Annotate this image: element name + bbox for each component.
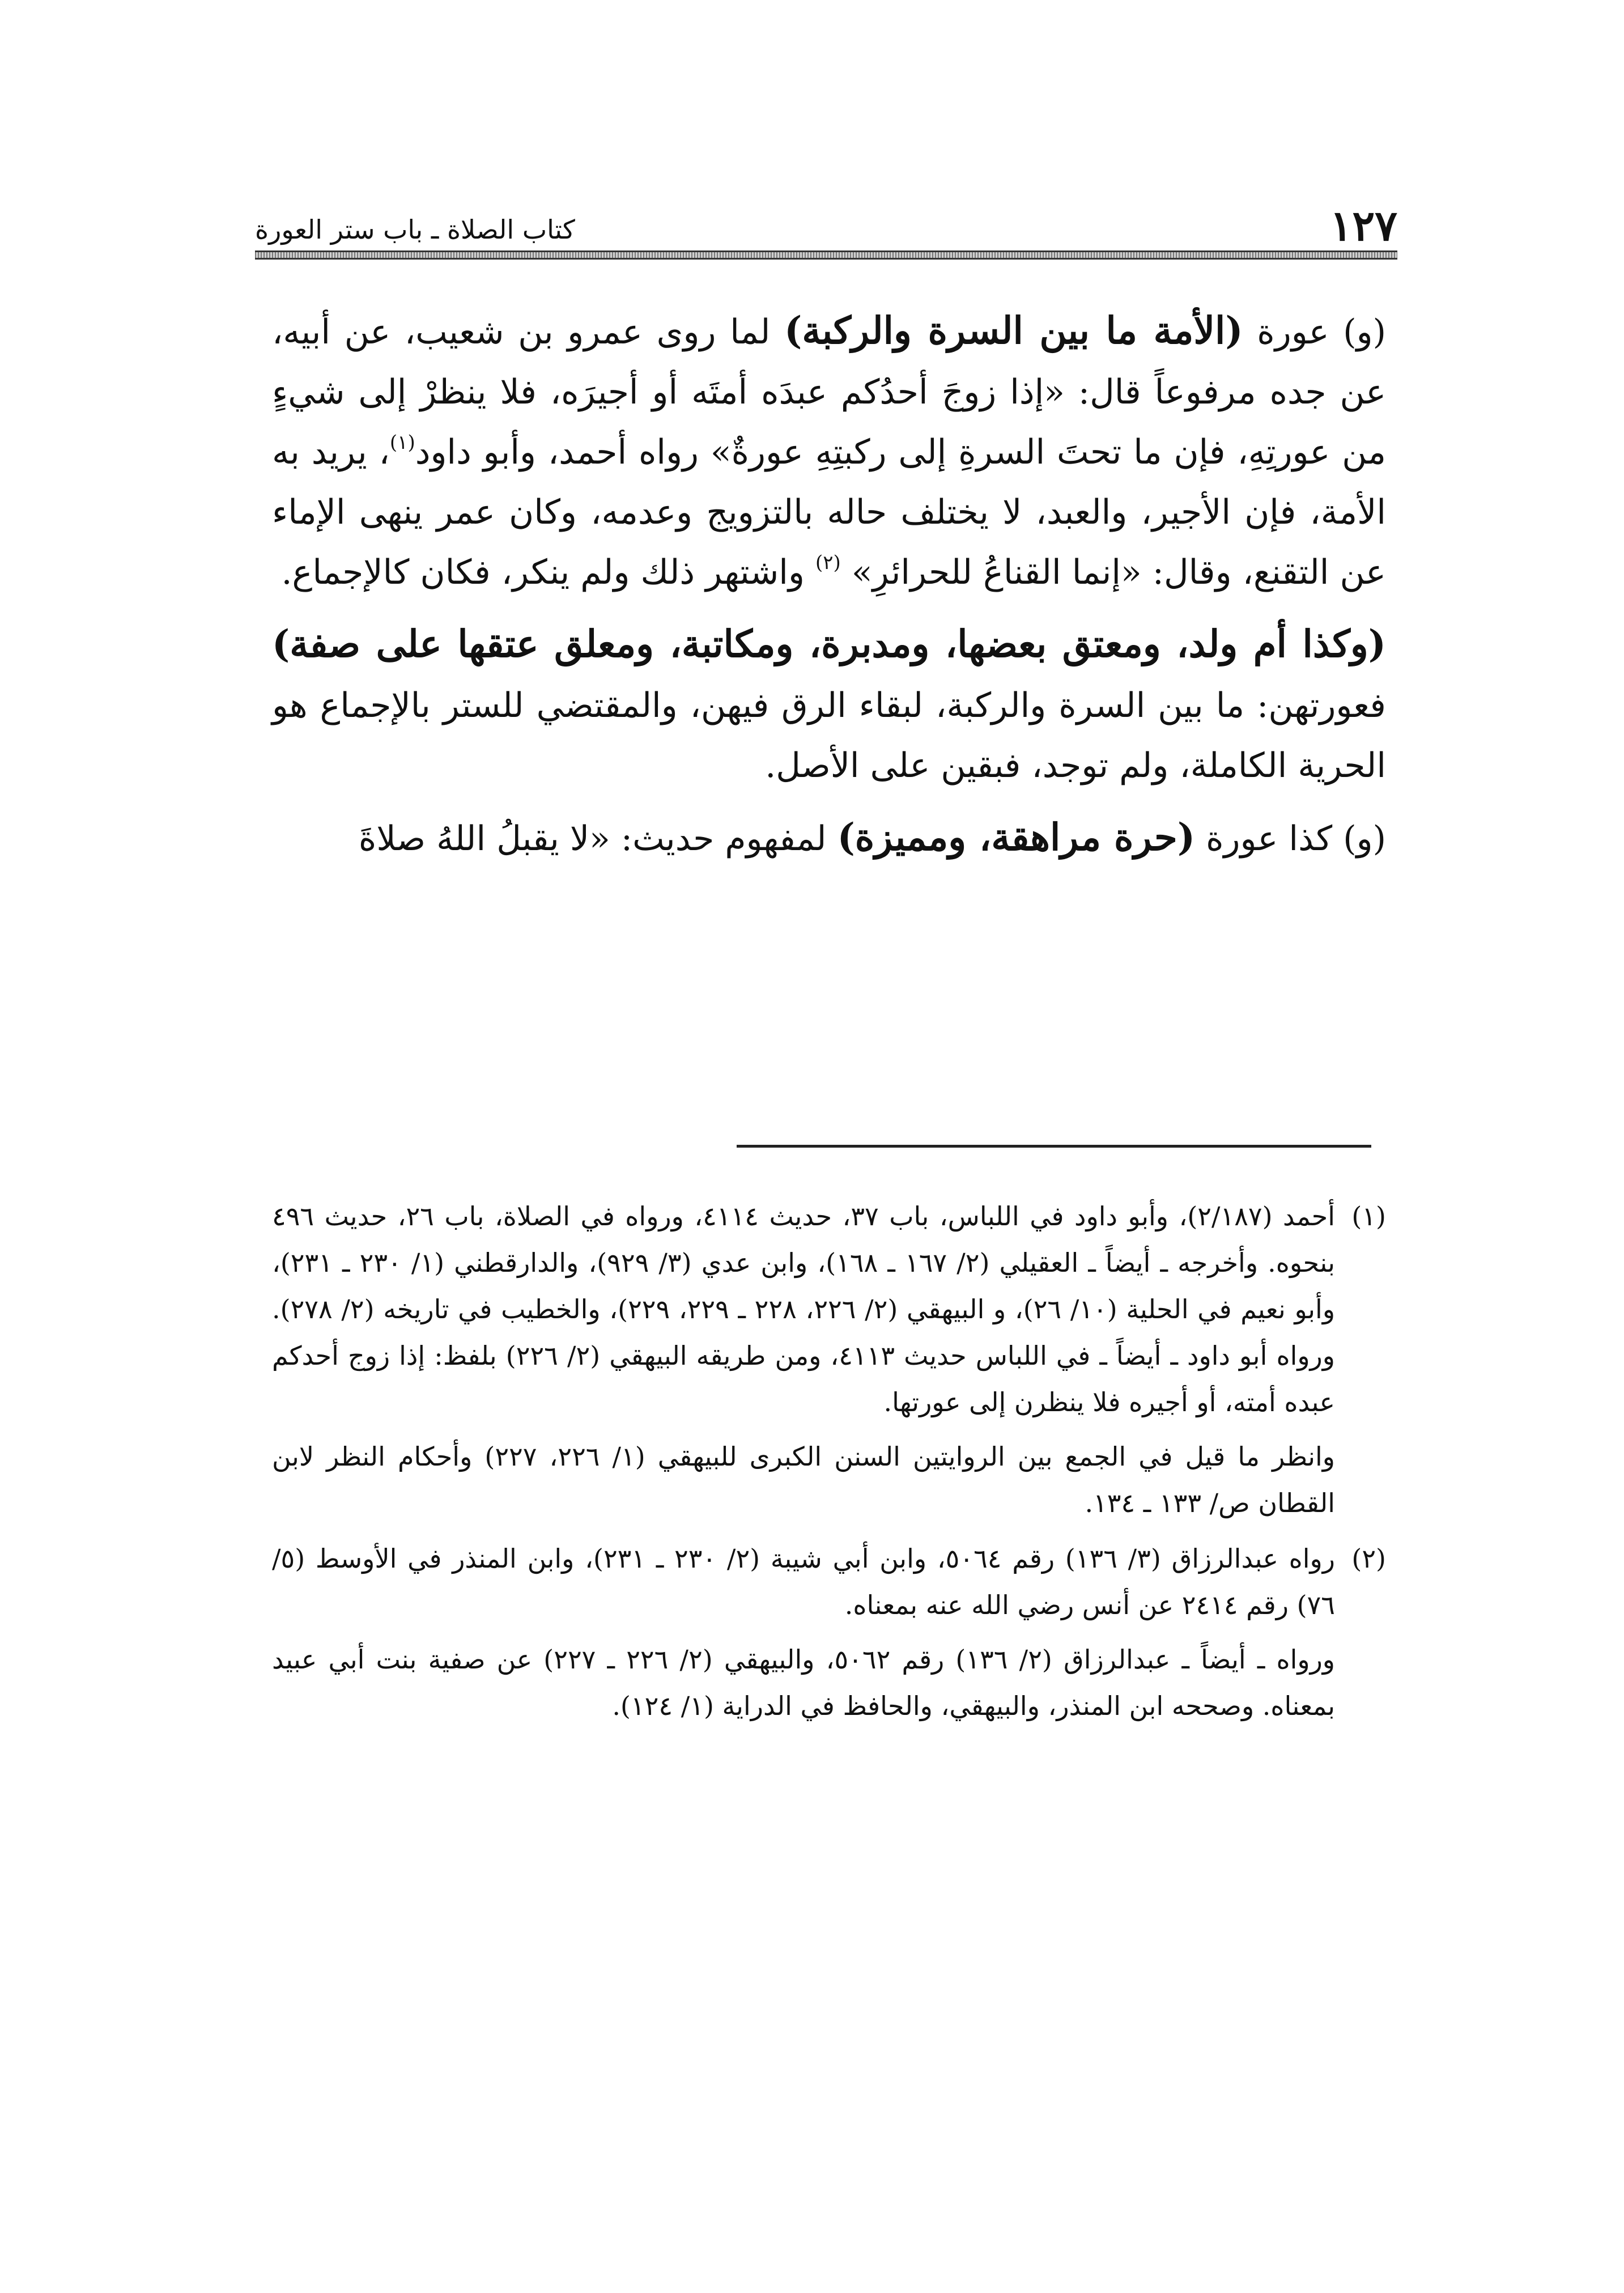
footnote-paragraph: أحمد (٢/١٨٧)، وأبو داود في اللباس، باب ٣٧، حديث ٤١١٤، ورواه في الصلاة، باب ٢٦، حديث ٤٩٦ بنحوه. وأخرجه ـ أيضاً ـ العقيلي (٢/ ١٦٧ ـ ١٦٨)، وابن عدي (٣/ ٩٢٩)، والدارقطني (١/ ٢٣٠ ـ ٢٣١)، وأبو نعيم في الحلية (١٠/ ٢٦)، و البيهقي (٢/ ٢٢٦، ٢٢٨ ـ ٢٢٩، ٢٢٩)، والخطيب في تاريخه (٢/ ٢٧٨). ورواه أبو داود ـ أيضاً ـ في اللباس حديث ٤١١٣، ومن طريقه البيهقي (٢/ ٢٢٦) بلفظ: إذا زوج أحدكم عبده أمته، أو أجيره فلا ينظرن إلى عورتها. [272, 1201, 1336, 1417]
text-run: ، يريد به الأمة، فإن الأجير، والعبد، لا يختلف حاله بالتزويج وعدمه، وكان عمر ينهى الإماء عن التقنع، وقال: «إنما القناعُ للحرائرِ» [272, 432, 1386, 592]
footnote-ref-1: (١) [389, 431, 415, 454]
text-run: واشتهر ذلك ولم ينكر، فكان كالإجماع. [281, 553, 816, 592]
paragraph-umm-walad [272, 614, 1386, 796]
text-run: (و) كذا عورة [1195, 819, 1386, 859]
matn-phrase: (حرة مراهقة، ومميزة) [837, 815, 1196, 859]
footnote-number: (١) [1351, 1201, 1386, 1232]
footnote-paragraph: وانظر ما قيل في الجمع بين الروايتين السنن الكبرى للبيهقي (١/ ٢٢٦، ٢٢٧) وأحكام النظر لابن القطان ص/ ١٣٣ ـ ١٣٤. [272, 1441, 1335, 1518]
footnote-separator [737, 1145, 1371, 1148]
main-text [272, 300, 1386, 869]
footnotes [272, 1193, 1386, 1729]
footnote-number: (٢) [1351, 1543, 1386, 1574]
text-run: لمفهوم حديث: «لا يقبلُ اللهُ صلاةَ [358, 819, 837, 859]
paragraph-awrat-al-amah [272, 300, 1386, 602]
paragraph-hurrah-murahiqah [272, 807, 1386, 869]
footnote-paragraph: ورواه ـ أيضاً ـ عبدالرزاق (٢/ ١٣٦) رقم ٥٠٦٢، والبيهقي (٢/ ٢٢٦ ـ ٢٢٧) عن صفية بنت أبي عبيد بمعناه. وصححه ابن المنذر، والبيهقي، والحافظ في الدراية (١/ ١٢٤). [272, 1644, 1335, 1721]
text-run: (و) عورة [1243, 312, 1386, 352]
footnote-1 [272, 1193, 1386, 1526]
header-rule [255, 250, 1397, 260]
page-number: ١٢٧ [1329, 202, 1397, 250]
text-run: فعورتهن: ما بين السرة والركبة، لبقاء الرق فيهن، والمقتضي للستر بالإجماع هو الحرية الكاملة، ولم توجد، فبقين على الأصل. [272, 686, 1386, 785]
footnote-2 [272, 1535, 1386, 1729]
running-title: كتاب الصلاة ـ باب ستر العورة [255, 214, 575, 245]
text-run: لما روى عمرو بن شعيب، عن أبيه، عن جده مرفوعاً قال: «إذا زوجَ أحدُكم عبدَه أمتَه أو أجيرَه، فلا ينظرْ إلى شيءٍ من عورتِهِ، فإن ما تحتَ السرةِ إلى ركبتِهِ عورةٌ» رواه أحمد، وأبو داود [272, 312, 1387, 472]
footnote-ref-2: (٢) [815, 551, 841, 574]
matn-phrase: (وكذا أم ولد، ومعتق بعضها، ومدبرة، ومكاتبة، ومعلق عتقها على صفة) [272, 622, 1386, 666]
page-header [255, 187, 1397, 255]
footnote-paragraph: رواه عبدالرزاق (٣/ ١٣٦) رقم ٥٠٦٤، وابن أبي شيبة (٢/ ٢٣٠ ـ ٢٣١)، وابن المنذر في الأوسط (٥/ ٧٦) رقم ٢٤١٤ عن أنس رضي الله عنه بمعناه. [272, 1543, 1335, 1620]
matn-phrase: (الأمة ما بين السرة والركبة) [784, 308, 1243, 353]
